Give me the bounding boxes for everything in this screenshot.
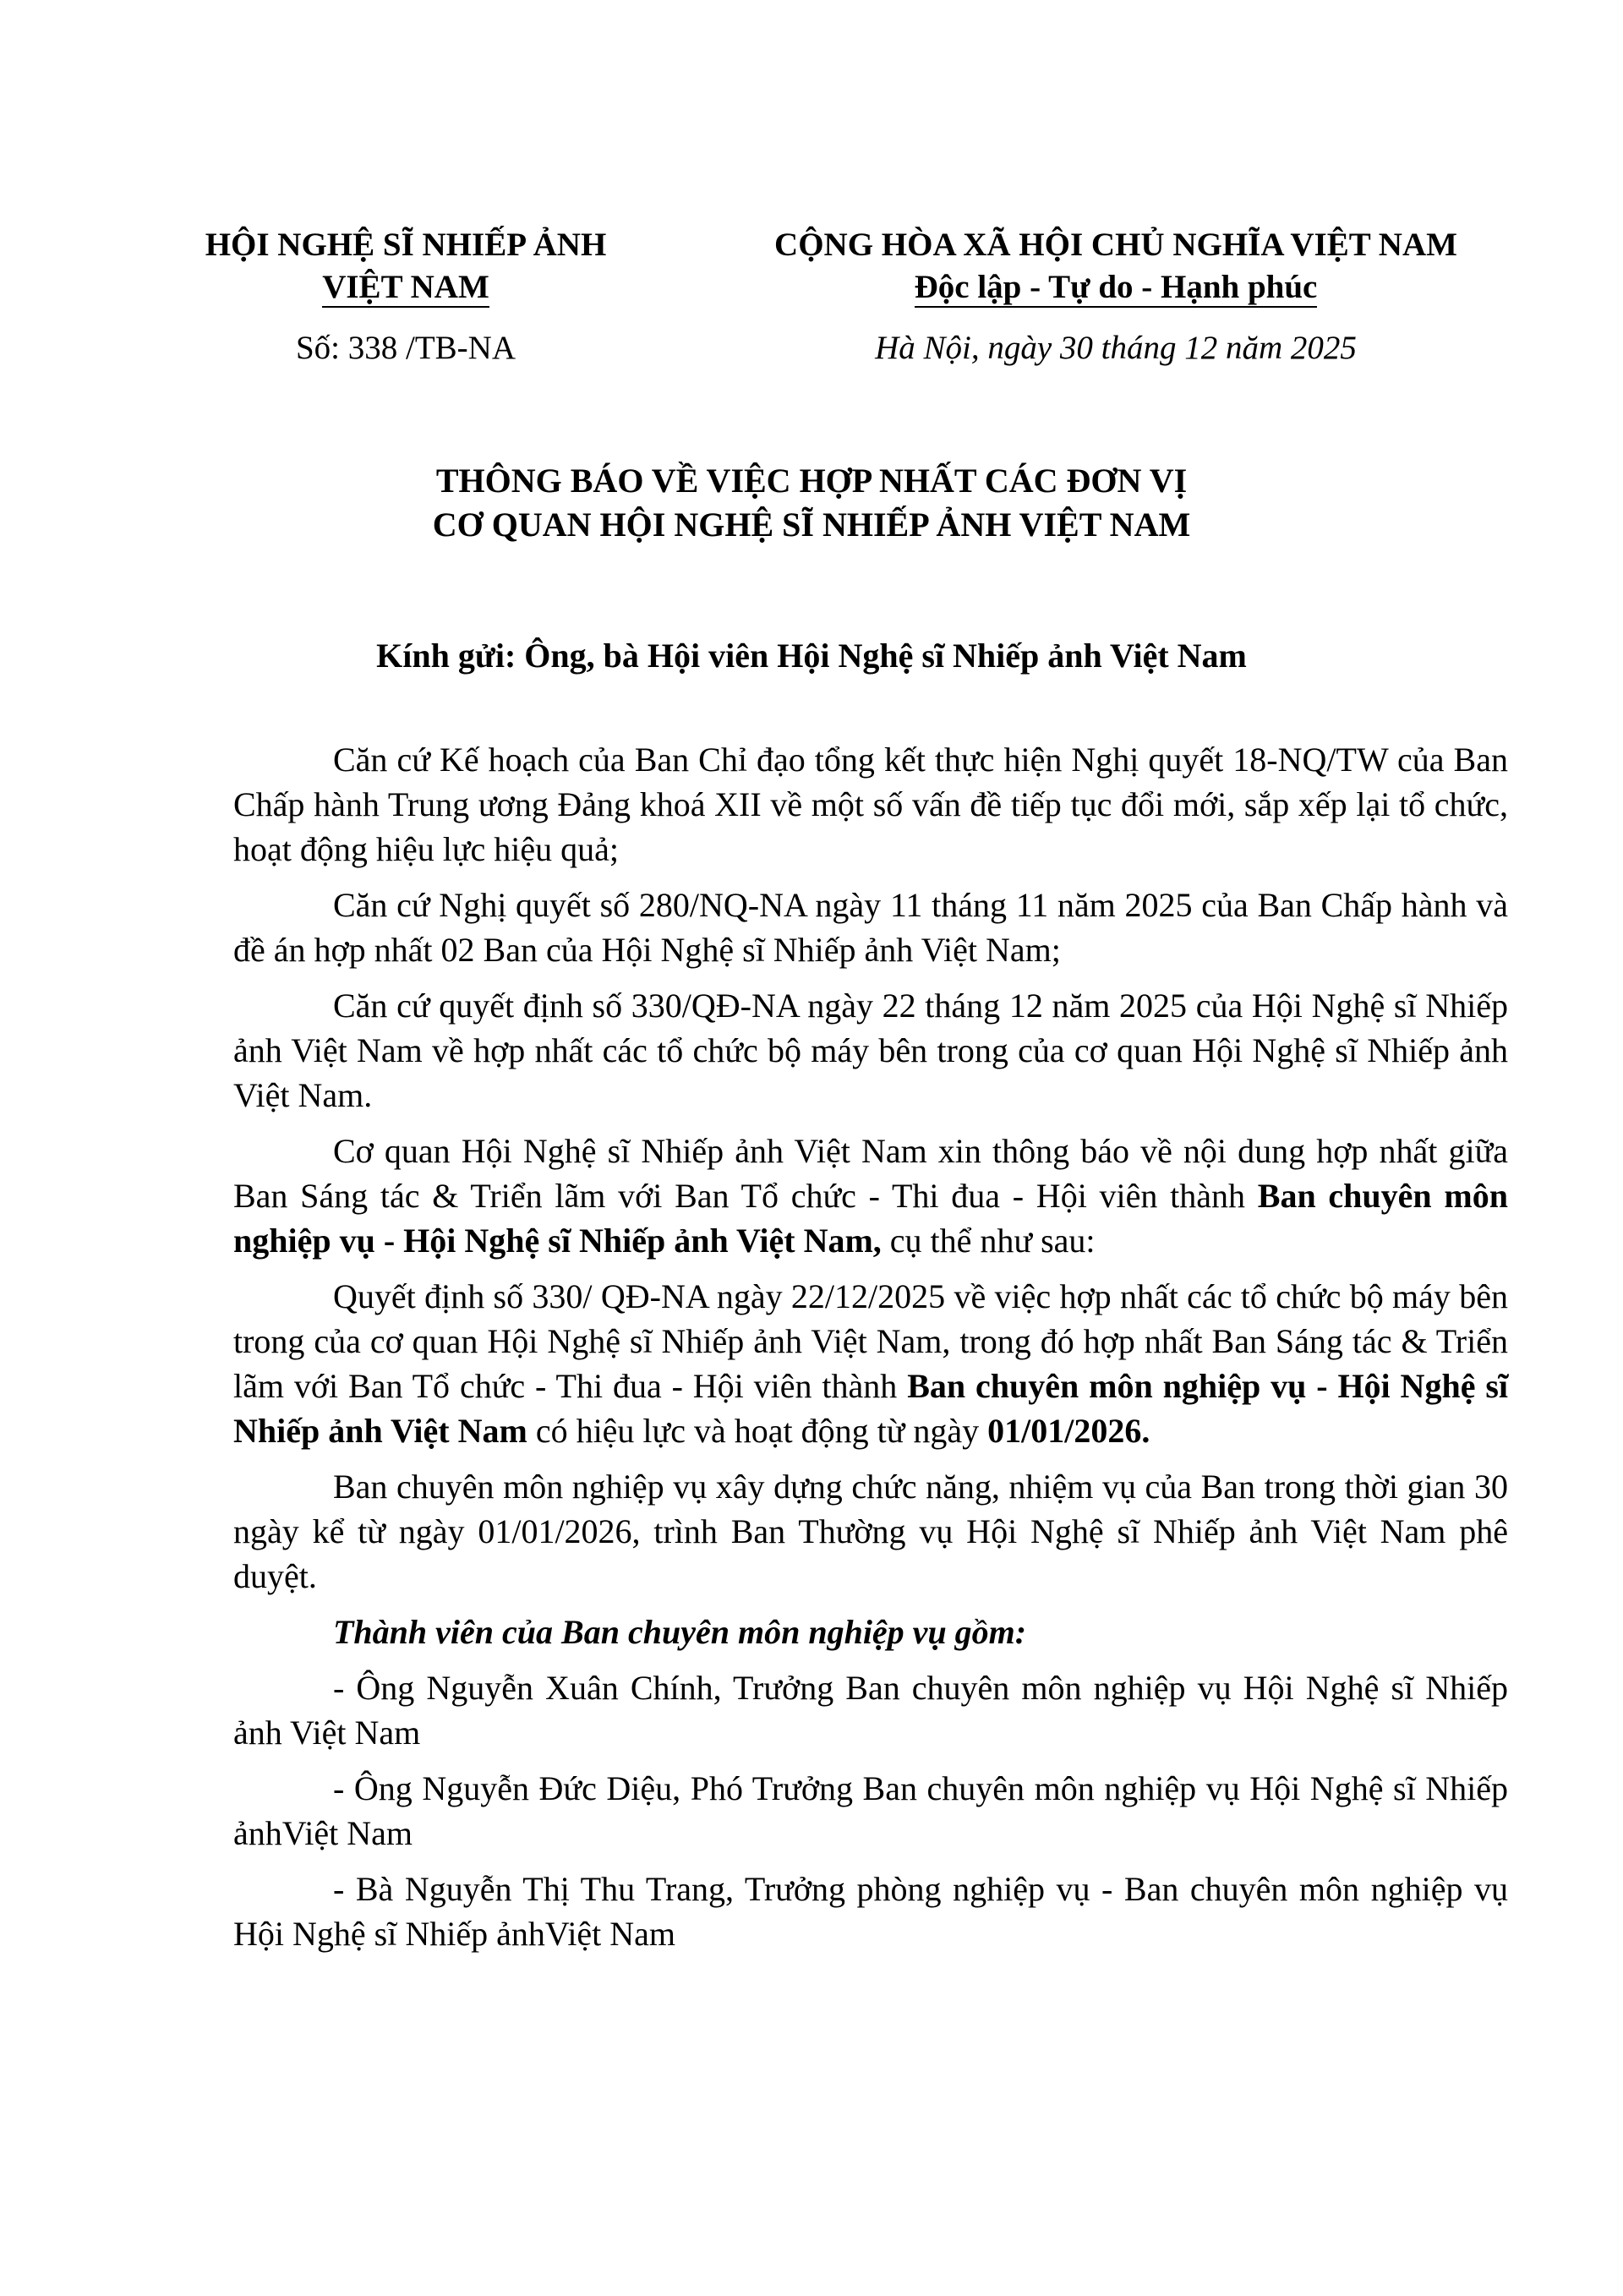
national-motto: Độc lập - Tự do - Hạnh phúc — [915, 269, 1318, 308]
country-name: CỘNG HÒA XÃ HỘI CHỦ NGHĨA VIỆT NAM — [774, 227, 1457, 263]
recipient-line: Kính gửi: Ông, bà Hội viên Hội Nghệ sĩ Nhiếp ảnh Việt Nam — [376, 637, 1247, 675]
members-heading: Thành viên của Ban chuyên môn nghiệp vụ gồm: — [333, 1613, 1027, 1651]
paragraph-basis-3: Căn cứ quyết định số 330/QĐ-NA ngày 22 tháng 12 năm 2025 của Hội Nghệ sĩ Nhiếp ảnh Việt Nam về hợp nhất các tổ chức bộ máy bên trong của cơ quan Hội Nghệ sĩ Nhiếp ảnh Việt Nam. — [233, 987, 1508, 1114]
paragraph-decision — [233, 1274, 1508, 1453]
decision-text: Quyết định số 330/ QĐ-NA ngày 22/12/2025 về việc hợp nhất các tổ chức bộ máy bên trong của cơ quan Hội Nghệ sĩ Nhiếp ảnh Việt Nam, trong đó hợp nhất Ban Sáng tác & Triển lãm với Ban Tổ chức - Thi đua - Hội viên thành — [233, 1277, 1508, 1405]
document-body — [233, 737, 1508, 1967]
member-item: - Ông Nguyễn Đức Diệu, Phó Trưởng Ban chuyên môn nghiệp vụ Hội Nghệ sĩ Nhiếp ảnhViệt Nam — [233, 1769, 1508, 1852]
announcement-unit-name: Ban chuyên môn nghiệp vụ - Hội Nghệ sĩ Nhiếp ảnh Việt Nam, — [233, 1177, 1508, 1260]
decision-unit-name: Ban chuyên môn nghiệp vụ - Hội Nghệ sĩ Nhiếp ảnh Việt Nam — [233, 1367, 1509, 1450]
paragraph-tasks: Ban chuyên môn nghiệp vụ xây dựng chức năng, nhiệm vụ của Ban trong thời gian 30 ngày kể từ ngày 01/01/2026, trình Ban Thường vụ Hội Nghệ sĩ Nhiếp ảnh Việt Nam phê duyệt. — [233, 1468, 1508, 1595]
member-item: - Ông Nguyễn Xuân Chính, Trưởng Ban chuyên môn nghiệp vụ Hội Nghệ sĩ Nhiếp ảnh Việt Nam — [233, 1669, 1508, 1752]
paragraph-basis-2: Căn cứ Nghị quyết số 280/NQ-NA ngày 11 tháng 11 năm 2025 của Ban Chấp hành và đề án hợp nhất 02 Ban của Hội Nghệ sĩ Nhiếp ảnh Việt Nam; — [233, 886, 1508, 969]
document-number: Số: 338 /TB-NA — [295, 330, 516, 366]
decision-text-mid: có hiệu lực và hoạt động từ ngày — [527, 1412, 988, 1450]
member-item: - Bà Nguyễn Thị Thu Trang, Trưởng phòng nghiệp vụ - Ban chuyên môn nghiệp vụ Hội Nghệ sĩ Nhiếp ảnhViệt Nam — [233, 1870, 1508, 1953]
paragraph-announcement — [233, 1129, 1508, 1263]
org-name-line1: HỘI NGHỆ SĨ NHIẾP ẢNH — [205, 227, 607, 263]
announcement-text: Cơ quan Hội Nghệ sĩ Nhiếp ảnh Việt Nam xin thông báo về nội dung hợp nhất giữa Ban Sáng tác & Triển lãm với Ban Tổ chức - Thi đua - Hội viên thành — [233, 1132, 1508, 1215]
title-line2: CƠ QUAN HỘI NGHỆ SĨ NHIẾP ẢNH VIỆT NAM — [432, 506, 1191, 544]
org-name-line2: VIỆT NAM — [322, 269, 489, 308]
document-title — [0, 459, 1623, 547]
effective-date: 01/01/2026. — [987, 1412, 1150, 1450]
title-line1: THÔNG BÁO VỀ VIỆC HỢP NHẤT CÁC ĐƠN VỊ — [435, 462, 1188, 500]
paragraph-basis-1: Căn cứ Kế hoạch của Ban Chỉ đạo tổng kết thực hiện Nghị quyết 18-NQ/TW của Ban Chấp hành Trung ương Đảng khoá XII về một số vấn đề tiếp tục đổi mới, sắp xếp lại tổ chức, hoạt động hiệu lực hiệu quả; — [233, 741, 1508, 868]
issuing-organization-block — [156, 224, 655, 369]
announcement-text-end: cụ thể như sau: — [881, 1222, 1096, 1260]
national-header-block — [714, 224, 1517, 369]
place-and-date: Hà Nội, ngày 30 tháng 12 năm 2025 — [875, 330, 1357, 366]
